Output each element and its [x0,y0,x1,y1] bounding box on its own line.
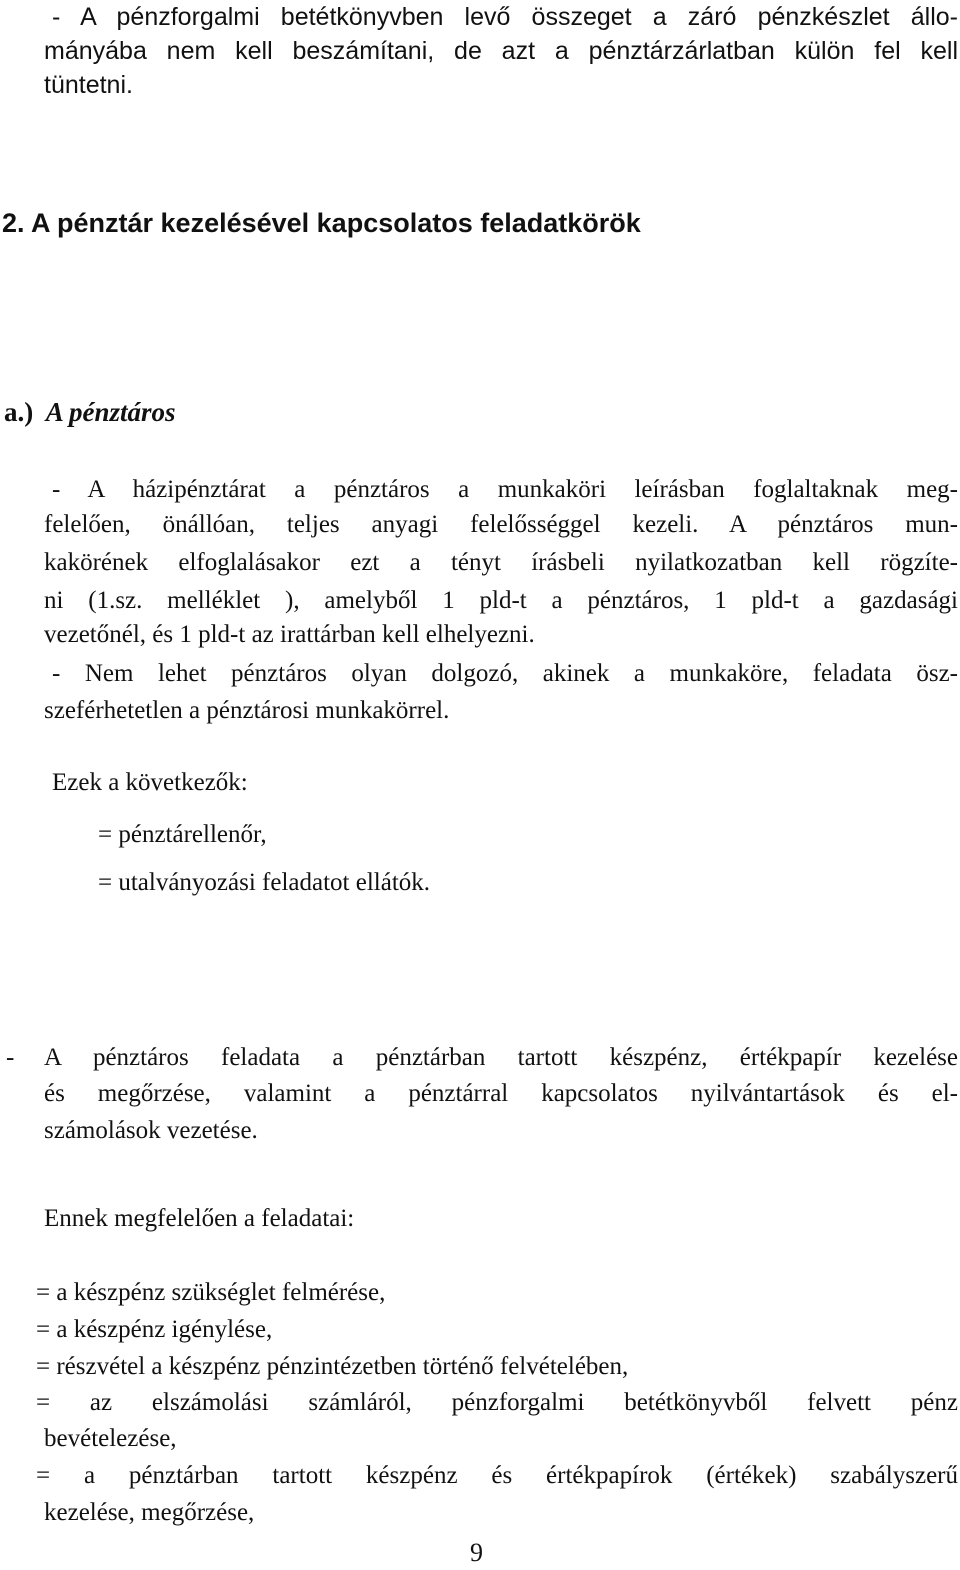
list-item: = az elszámolási számláról, pénzforgalmi betétkönyvből felvett pénz [36,1389,958,1416]
list-intro: Ennek megfelelően a feladatai: [44,1205,355,1232]
subsection-title: A pénztáros [45,397,176,427]
list-item: = pénztárellenőr, [98,821,267,848]
paragraph-line: - A házipénztárat a pénztáros a munkaköri leírásban foglaltaknak meg- [52,476,958,503]
list-item-continuation: kezelése, megőrzése, [44,1499,255,1526]
intro-line: - A pénzforgalmi betétkönyvben levő összeget a záró pénzkészlet állo- [52,3,958,31]
intro-line: mányába nem kell beszámítani, de azt a pénztárzárlatban külön fel kell [44,37,958,65]
paragraph-line: számolások vezetése. [44,1117,258,1144]
section-heading: 2. A pénztár kezelésével kapcsolatos feladatkörök [2,208,641,238]
paragraph-line: szeférhetetlen a pénztárosi munkakörrel. [44,697,450,724]
list-intro: Ezek a következők: [52,769,248,796]
intro-line: tüntetni. [44,71,133,99]
list-item: = a készpénz szükséglet felmérése, [36,1279,386,1306]
list-item: = a készpénz igénylése, [36,1316,273,1343]
list-item: = a pénztárban tartott készpénz és értékpapírok (értékek) szabályszerű [36,1462,958,1489]
bullet-dash: - [6,1044,15,1071]
list-item-continuation: bevételezése, [44,1425,177,1452]
paragraph-line: vezetőnél, és 1 pld-t az irattárban kell elhelyezni. [44,621,535,648]
page-number: 9 [470,1538,483,1567]
paragraph-line: - Nem lehet pénztáros olyan dolgozó, akinek a munkaköre, feladata ösz- [52,660,958,687]
subsection-number: a.) [4,397,34,427]
paragraph-line: és megőrzése, valamint a pénztárral kapcsolatos nyilvántartások és el- [44,1080,958,1107]
paragraph-line: A pénztáros feladata a pénztárban tartott készpénz, értékpapír kezelése [44,1044,958,1071]
paragraph-line: ni (1.sz. melléklet ), amelyből 1 pld-t a pénztáros, 1 pld-t a gazdasági [44,587,958,614]
subsection-heading [4,397,176,428]
list-item: = utalványozási feladatot ellátók. [98,869,431,896]
paragraph-line: felelően, önállóan, teljes anyagi felelősséggel kezeli. A pénztáros mun- [44,511,958,538]
paragraph-line: kakörének elfoglalásakor ezt a tényt írásbeli nyilatkozatban kell rögzíte- [44,549,958,576]
list-item: = részvétel a készpénz pénzintézetben történő felvételében, [36,1353,629,1380]
